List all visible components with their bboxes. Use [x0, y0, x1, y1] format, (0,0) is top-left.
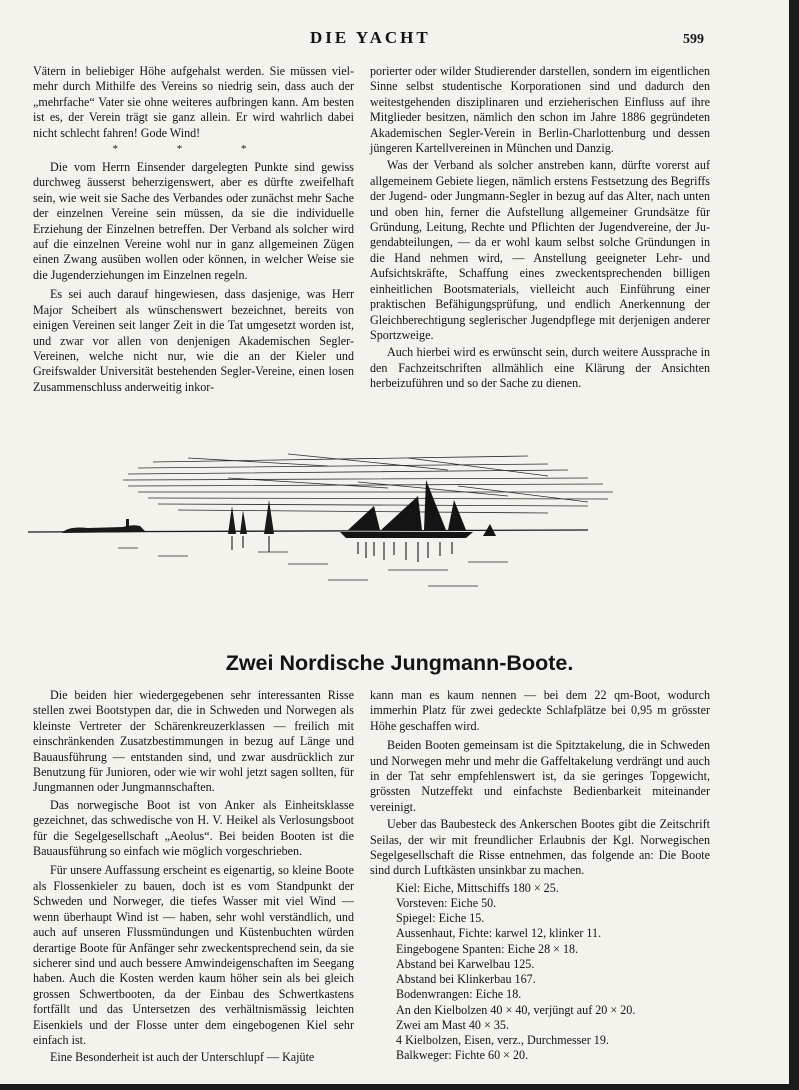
construction-spec-list [370, 881, 710, 1063]
reflections [232, 536, 452, 562]
paragraph: Ueber das Baubesteck des Ankerschen Bootes gibt die Zeitschrift Seilas, der wir mit freundlicher Erlaubnis der Kgl. Norwegischen Segelgesellschaft die Risse entnehmen, das folgende an: Die Boote sind durch Luftkästen unsinkbar zu machen. [370, 817, 710, 878]
spec-item: Kiel: Eiche, Mittschiffs 180 × 25. [396, 880, 559, 895]
headland [62, 519, 146, 533]
paragraph: Das norwegische Boot ist von Anker als Einheitsklasse gezeichnet, das schwedische von H. V. Heikel als Verlosungsboot für die Segelgesellschaft „Aeolus“. Bei beiden Booten ist die Bauausführung so einfach wie möglich vorgeschrieben. [33, 797, 354, 859]
top-left-column [33, 64, 354, 395]
section-separator: * * * [112, 143, 275, 156]
spec-item: Zwei am Mast 40 × 35. [396, 1017, 509, 1032]
spec-item: Spiegel: Eiche 15. [396, 911, 485, 926]
scan-edge-right [789, 0, 799, 1090]
spec-item: Vorsteven: Eiche 50. [396, 896, 497, 911]
sky-hatching [123, 454, 613, 513]
spec-item: Abstand bei Karwelbau 125. [396, 956, 535, 971]
paragraph: Auch hierbei wird es erwünscht sein, durch weitere Aussprache in den Fachzeitschriften allmählich eine Klärung der Ansichten herbeizuführen und so der Sache zu dienen. [370, 345, 710, 391]
paragraph: porierter oder wilder Studierender darstellen, sondern im eigentlichen Sinne selbst studentische Korporationen sind und dadurch den weitestgehenden disziplinaren und erzieherischen Einfluss auf ihre Mitglieder besitzen, nämlich den schon im Jahre 1886 gegründeten Akademischen Segler-Verein in Berlin-Charlottenburg und dessen jüngeren Kartellvereinen in München und Danzig. [370, 64, 710, 156]
spec-item: An den Kielbolzen 40 × 40, verjüngt auf 20 × 20. [396, 1002, 636, 1017]
article-title: Zwei Nordische Jungmann-Boote. [225, 651, 574, 675]
spec-item: Eingebogene Spanten: Eiche 28 × 18. [396, 941, 579, 956]
scan-edge-bottom [0, 1084, 799, 1090]
paragraph: kann man es kaum nennen — bei dem 22 qm-Boot, wodurch immerhin Platz für zwei gedeckte Schlafplätze bei 0,95 m grösster Höhe geschaffen wird. [370, 688, 710, 733]
paragraph: Die beiden hier wiedergegebenen sehr interessanten Risse stellen zwei Bootstypen dar, die in Schweden und Norwegen als kleinste Vertreter der Schärenkreuzerklassen — freilich mit einschränkenden Zusatzbestimmungen in bezug auf Länge und Bauausführung — entstanden sind, und zwar ausdrücklich zur Benutzung für Junioren, oder wie wir wohl jetzt sagen sollten, für Jungmannen oder Jungmannschaften. [33, 688, 354, 795]
paragraph: Was der Verband als solcher anstreben kann, dürfte vorerst auf allgemeinem Gebiete liegen, nämlich erstens Festsetzung des Begriffs der Jugend- oder Jungmann-Segler in bezug auf das Alter, nach unten und oben hin, ferner die Aufstellung allgemeiner Grundsätze für Gründung, Leitung, Rechte und Pflichten der Jugendvereine, der Jugendabteilungen, — da er wohl kaum selbst solche Gründungen in die Hand nehmen wird, — Anstellung geeigneter Lehr- und Aufsichtskräfte, Schaffung eines zweckentsprechenden billigen einheitlichen Bootsmaterials, vielleicht auch Einführung einer praktischen Befähigungsprüfung, und endlich Anerkennung der Gleichberechtigung seglerischer Jugendpflege mit derjenigen anderer Sportzweige. [370, 158, 710, 342]
page-number: 599 [683, 32, 704, 47]
spec-item: Bodenwrangen: Eiche 18. [396, 987, 522, 1002]
main-boats [340, 480, 496, 538]
paragraph: Beiden Booten gemeinsam ist die Spitztakelung, die in Schweden und Norwegen mehr und mehr die Gaffeltakelung verdrängt und auch in der Tat sehr empfehlenswert ist, da sie geringes Topgewicht, grössten Nutzeffekt und einfachste Bedienbarkeit miteinander vereinigt. [370, 738, 710, 814]
article-right-column [370, 688, 710, 1063]
paragraph: Die vom Herrn Einsender dargelegten Punkte sind gewiss durchweg äusserst beherzigenswert, aber es dürfte zweifelhaft sein, wie weit sie Sache des Verbandes oder zunächst mehr Sache der einzelnen Vereine sein müssen, da sie die individuelle Erziehung der Einzelnen betreffen. Der Verband als solcher wird auf die einzelnen Vereine wohl nur in ganz allgemeinen Zügen einen Zwang ausüben wollen oder können, in welcher Weise sie die Jugenderziehungen im Einzelnen regeln. [33, 160, 354, 282]
paragraph: Eine Besonderheit ist auch der Unterschlupf — Kajüte [50, 1050, 315, 1065]
top-right-column [370, 64, 710, 392]
spec-item: 4 Kielbolzen, Eisen, verz., Durchmesser 19. [396, 1032, 609, 1047]
paragraph: Vätern in beliebiger Höhe aufgehalst werden. Sie müssen vielmehr durch Mithilfe des Vereins so niedrig sein, dass auch der „mehrfache“ Vater sie ohne weiteres aufbringen kann. Am besten ist es, der Verein trägt sie ganz allein. Er wird wahrlich dabei nicht schlecht fahren! Gode Wind! [33, 64, 354, 140]
running-header: DIE YACHT [310, 28, 431, 47]
spec-item: Balkweger: Fichte 60 × 20. [396, 1048, 529, 1063]
sailboats-illustration [28, 436, 648, 616]
spec-item: Aussenhaut, Fichte: karwel 12, klinker 11. [396, 926, 602, 941]
article-left-column [33, 688, 354, 1066]
spec-item: Abstand bei Klinkerbau 167. [396, 972, 536, 987]
distant-boats [228, 500, 274, 534]
paragraph: Es sei auch darauf hingewiesen, dass dasjenige, was Herr Major Scheibert als wünschenswert bezeichnet, bereits von einigen Vereinen seit langer Zeit in die Tat umgesetzt worden ist, und zwar vor allen von denjenigen Akademischen Segler-Vereinen, welche nicht nur, wie die an der Kieler und Greifswalder Universität bestehenden Segler-Vereine, einen losen Zusammenschluss anderweitig inkor- [33, 287, 354, 394]
water-ripples [118, 548, 508, 586]
paragraph: Für unsere Auffassung erscheint es eigenartig, so kleine Boote als Flossenkieler zu bauen, doch ist es vom Standpunkt der Schweden und Norweger, die tiefes Wasser mit viel Wind — wenn überhaupt Wind ist — haben, sehr wohl verständlich, und auch auf unseren Flussmündungen und Küstenbuchten würden derartige Boote für Anfänger sehr zweckentsprechend sein, da sie sicherer sind und auch bessere Amwindeigenschaften im Seegang haben. Auch die Kosten werden kaum höher sein als bei gleich grossen Schwertbooten, da der Einbau des Schwertkastens fortfällt und das Untersetzen des verhältnismässig leichten Eisenkiels und der Flosse unter dem eingebogenen Kiel sehr einfach ist. [33, 863, 354, 1047]
